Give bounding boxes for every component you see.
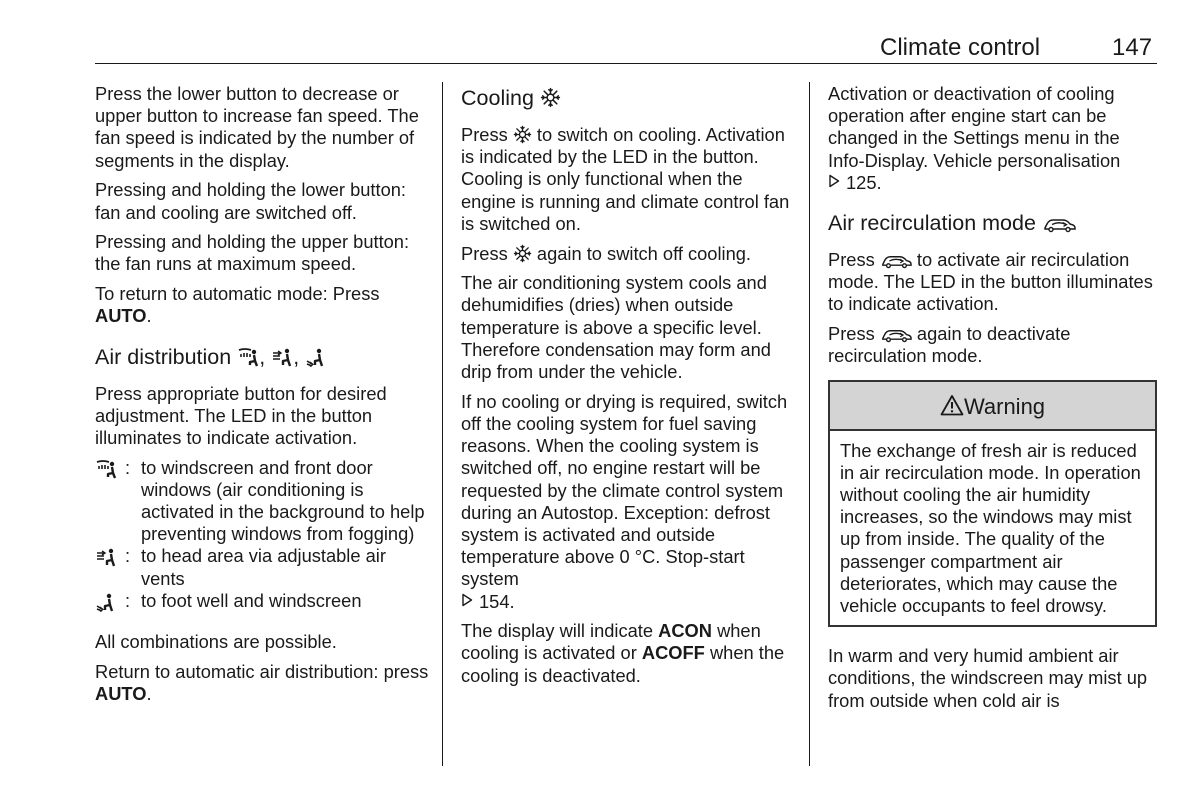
warning-triangle-icon xyxy=(940,394,964,416)
windscreen-airflow-icon xyxy=(237,347,259,367)
air-recirculation-icon xyxy=(1042,215,1076,233)
air-recirculation-heading: Air recirculation mode xyxy=(828,210,1157,236)
reference-arrow-icon xyxy=(828,174,840,188)
return-auto-paragraph: Return to automatic air distribution: press AUTO. xyxy=(95,660,429,704)
humid-conditions-paragraph: In warm and very humid ambient air conditions, the windscreen may mist up from outside when cold air is xyxy=(828,645,1148,711)
cooling-off-paragraph: Press again to switch off cooling. xyxy=(461,242,752,264)
air-distribution-list xyxy=(95,457,430,617)
condensation-paragraph: The air conditioning system cools and dehumidifies (dries) when outside temperature is above a specific level. Therefore condensation may form and drip from under the vehicle. xyxy=(461,272,771,383)
column-cooling xyxy=(461,83,796,694)
list-item-text: to foot well and windscreen xyxy=(141,589,362,611)
foot-airflow-icon xyxy=(95,590,125,617)
foot-airflow-icon xyxy=(305,347,327,367)
recirculation-off-paragraph: Press again to deactivate recirculation mode. xyxy=(828,323,1071,367)
list-item-text: to head area via adjustable air vents xyxy=(141,545,386,589)
warning-text: The exchange of fresh air is reduced in air recirculation mode. In operation without cooling the air humidity increases, so the windows may mist up from inside. The quality of the passenger compartment air deteriorates, which may cause the vehicle occupants to feel drowsy. xyxy=(840,439,1141,616)
warning-box xyxy=(828,380,1157,628)
air-recirculation-icon xyxy=(880,252,912,269)
hold-lower-paragraph: Pressing and holding the lower button: fan and cooling are switched off. xyxy=(95,179,406,223)
snowflake-icon xyxy=(513,244,532,263)
section-title: Climate control xyxy=(880,34,1041,61)
reference-arrow-icon xyxy=(461,593,473,607)
column-fan-air-distribution xyxy=(95,83,430,713)
warning-header xyxy=(830,382,1155,431)
head-airflow-icon xyxy=(95,545,125,589)
air-recirculation-icon xyxy=(880,326,912,343)
fuel-saving-paragraph: If no cooling or drying is required, switch off the cooling system for fuel saving reasons. When the cooling system is switched off, no engine restart will be requested by the climate control system during an Autostop. Exception: defrost system is activated and outside temperature above 0 °C. Stop-start system 154. xyxy=(461,390,788,612)
column-divider-1 xyxy=(442,82,443,766)
snowflake-icon xyxy=(513,125,532,144)
display-indication-paragraph: The display will indicate ACON when cooling is activated or ACOFF when the cooling is deactivated. xyxy=(461,620,785,686)
warning-title: Warning xyxy=(963,393,1046,419)
cooling-heading: Cooling xyxy=(461,85,796,111)
column-recirculation xyxy=(828,83,1157,719)
head-airflow-icon xyxy=(271,347,293,367)
list-separator: : xyxy=(125,456,131,478)
header-rule xyxy=(95,63,1157,64)
column-divider-2 xyxy=(809,82,810,766)
settings-paragraph: Activation or deactivation of cooling operation after engine start can be changed in the Settings menu in the Info-Display. Vehicle personalisation 125. xyxy=(828,83,1121,193)
fan-speed-paragraph: Press the lower button to decrease or upper button to increase fan speed. The fan speed is indicated by the number of segments in the display. xyxy=(95,83,419,171)
list-separator: : xyxy=(125,545,131,567)
cooling-on-paragraph: Press to switch on cooling. Activation is indicated by the LED in the button. Cooling is only functional when the engine is running and climate control fan is switched on. xyxy=(461,124,790,234)
auto-mode-paragraph: To return to automatic mode: Press AUTO. xyxy=(95,283,380,327)
recirculation-on-paragraph: Press to activate air recirculation mode. The LED in the button illuminates to indicate activation. xyxy=(828,249,1153,315)
air-distribution-heading: Air distribution , , xyxy=(95,344,430,370)
windscreen-airflow-icon xyxy=(95,457,125,546)
list-separator: : xyxy=(125,589,131,611)
list-item-text: to windscreen and front door windows (air conditioning is activated in the background to help preventing windows from fogging) xyxy=(141,456,425,545)
page-number: 147 xyxy=(1112,34,1153,61)
air-distribution-paragraph: Press appropriate button for desired adjustment. The LED in the button illuminates to indicate activation. xyxy=(95,382,387,448)
snowflake-icon xyxy=(540,87,561,108)
hold-upper-paragraph: Pressing and holding the upper button: the fan runs at maximum speed. xyxy=(95,231,410,275)
combinations-paragraph: All combinations are possible. xyxy=(95,631,337,653)
